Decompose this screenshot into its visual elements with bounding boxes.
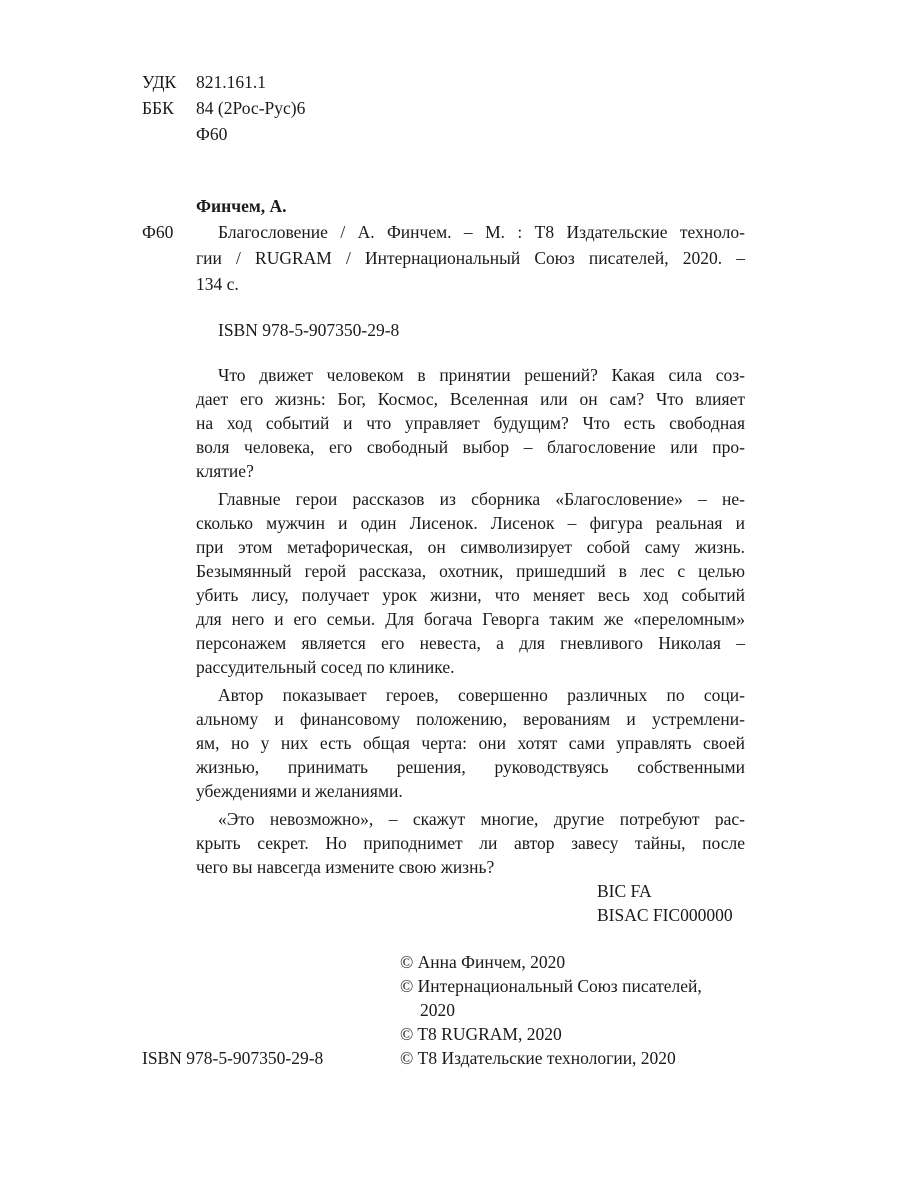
bbk-label: ББК (142, 98, 174, 118)
annotation-line: воля человека, его свободный выбор – благословение или про- (196, 437, 745, 457)
bib-line: гии / RUGRAM / Интернациональный Союз писателей, 2020. – (196, 248, 745, 268)
isbn-line: ISBN 978-5-907350-29-8 (218, 320, 400, 340)
annotation-line: Что движет человеком в принятии решений? Какая сила соз- (218, 365, 745, 385)
annotation-line: жизнью, принимать решения, руководствуясь собственными (196, 757, 745, 777)
copyright-line: © Анна Финчем, 2020 (400, 952, 566, 972)
annotation-line: персонажем является его невеста, а для гневливого Николая – (196, 633, 745, 653)
copyright-line: 2020 (420, 1000, 455, 1020)
annotation-line: убеждениями и желаниями. (196, 781, 403, 801)
udk-value: 821.161.1 (196, 72, 266, 92)
annotation-line: Безымянный герой рассказа, охотник, пришедший в лес с целью (196, 561, 745, 581)
annotation-line: при этом метафорическая, он символизирует собой саму жизнь. (196, 537, 745, 557)
annotation-line: ям, но у них есть общая черта: они хотят сами управлять своей (196, 733, 745, 753)
annotation-line: на ход событий и что управляет будущим? Что есть свободная (196, 413, 745, 433)
bib-line: 134 с. (196, 274, 239, 294)
bisac-code: BISAC FIC000000 (597, 905, 733, 925)
copyright-line: © Т8 Издательские технологии, 2020 (400, 1048, 676, 1068)
annotation-line: сколько мужчин и один Лисенок. Лисенок – фигура реальная и (196, 513, 745, 533)
annotation-line: Автор показывает героев, совершенно различных по соци- (218, 685, 745, 705)
bottom-isbn: ISBN 978-5-907350-29-8 (142, 1048, 324, 1068)
annotation-line: рассудительный сосед по клинике. (196, 657, 455, 677)
annotation-line: клятие? (196, 461, 254, 481)
bbk-value: 84 (2Рос-Рус)6 (196, 98, 306, 118)
bic-code: BIC FA (597, 881, 652, 901)
annotation-line: Главные герои рассказов из сборника «Благословение» – не- (218, 489, 745, 509)
author-heading: Финчем, А. (196, 196, 287, 216)
author-mark: Ф60 (142, 222, 174, 242)
annotation-line: чего вы навсегда измените свою жизнь? (196, 857, 495, 877)
author-mark-top: Ф60 (196, 124, 228, 144)
annotation-line: убить лису, получает урок жизни, что меняет весь ход событий (196, 585, 745, 605)
copyright-line: © T8 RUGRAM, 2020 (400, 1024, 562, 1044)
copyright-line: © Интернациональный Союз писателей, (400, 976, 702, 996)
annotation-line: крыть секрет. Но приподнимет ли автор завесу тайны, после (196, 833, 745, 853)
bib-line: Благословение / А. Финчем. – М. : Т8 Издательские техноло- (218, 222, 745, 242)
udk-label: УДК (142, 72, 177, 92)
annotation-line: для него и его семьи. Для богача Геворга таким же «переломным» (196, 609, 745, 629)
annotation-line: альному и финансовому положению, верованиям и устремлени- (196, 709, 745, 729)
annotation-line: дает его жизнь: Бог, Космос, Вселенная или он сам? Что влияет (196, 389, 745, 409)
annotation-line: «Это невозможно», – скажут многие, другие потребуют рас- (218, 809, 745, 829)
